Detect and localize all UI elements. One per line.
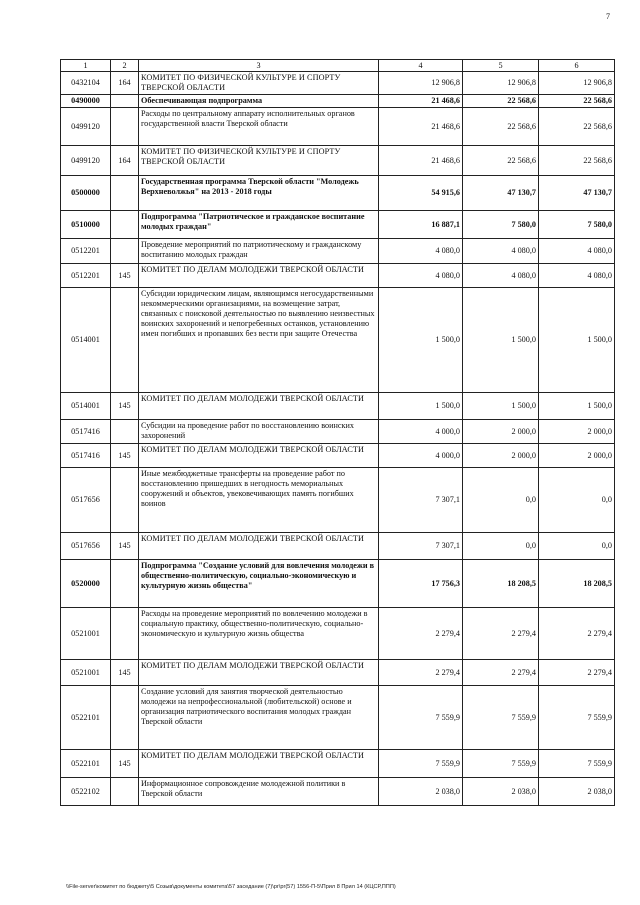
code-cell: 0517656 [61,533,111,560]
table-row [61,560,615,608]
table-row [61,95,615,108]
dept-cell: 145 [111,660,139,686]
code-cell: 0522101 [61,686,111,750]
name-cell: КОМИТЕТ ПО ДЕЛАМ МОЛОДЕЖИ ТВЕРСКОЙ ОБЛАСТИ [139,264,379,288]
code-cell: 0500000 [61,176,111,211]
dept-cell [111,686,139,750]
dept-cell [111,95,139,108]
value-cell: 22 568,6 [463,146,539,176]
table-row [61,146,615,176]
dept-cell [111,288,139,393]
dept-cell [111,608,139,660]
dept-cell: 164 [111,72,139,95]
value-cell: 1 500,0 [379,288,463,393]
value-cell: 1 500,0 [463,288,539,393]
value-cell: 1 500,0 [379,393,463,420]
value-cell: 2 279,4 [379,660,463,686]
code-cell: 0522101 [61,750,111,778]
code-cell: 0514001 [61,288,111,393]
dept-cell [111,468,139,533]
column-header: 6 [539,60,615,72]
value-cell: 2 000,0 [539,420,615,444]
value-cell: 4 000,0 [379,444,463,468]
table-row [61,393,615,420]
name-cell: КОМИТЕТ ПО ФИЗИЧЕСКОЙ КУЛЬТУРЕ И СПОРТУ ТВЕРСКОЙ ОБЛАСТИ [139,146,379,176]
value-cell: 2 038,0 [379,778,463,806]
dept-cell: 145 [111,750,139,778]
value-cell: 22 568,6 [539,146,615,176]
page-number: 7 [606,12,610,21]
value-cell: 12 906,8 [379,72,463,95]
name-cell: Подпрограмма "Создание условий для вовлечения молодежи в общественно-политическую, социально-экономическую и культурную жизнь общества" [139,560,379,608]
table-row [61,444,615,468]
code-cell: 0517416 [61,420,111,444]
name-cell: КОМИТЕТ ПО ДЕЛАМ МОЛОДЕЖИ ТВЕРСКОЙ ОБЛАСТИ [139,533,379,560]
table-row [61,420,615,444]
dept-cell: 145 [111,533,139,560]
table-row [61,686,615,750]
table-header-row [61,60,615,72]
code-cell: 0512201 [61,264,111,288]
value-cell: 2 279,4 [463,660,539,686]
code-cell: 0490000 [61,95,111,108]
dept-cell [111,420,139,444]
name-cell: КОМИТЕТ ПО ДЕЛАМ МОЛОДЕЖИ ТВЕРСКОЙ ОБЛАСТИ [139,750,379,778]
name-cell: Обеспечивающая подпрограмма [139,95,379,108]
value-cell: 7 559,9 [539,750,615,778]
value-cell: 2 279,4 [539,660,615,686]
name-cell: Создание условий для занятия творческой деятельностью молодежи на непрофессиональной (любительской) основе и организация патриотического воспитания молодых граждан Тверской области [139,686,379,750]
code-cell: 0499120 [61,108,111,146]
value-cell: 7 580,0 [463,211,539,239]
value-cell: 4 080,0 [539,264,615,288]
name-cell: Расходы по центральному аппарату исполнительных органов государственной власти Тверской области [139,108,379,146]
dept-cell: 145 [111,393,139,420]
value-cell: 21 468,6 [379,108,463,146]
dept-cell [111,778,139,806]
value-cell: 2 038,0 [463,778,539,806]
value-cell: 22 568,6 [463,95,539,108]
value-cell: 21 468,6 [379,146,463,176]
code-cell: 0432104 [61,72,111,95]
value-cell: 0,0 [539,468,615,533]
value-cell: 7 559,9 [539,686,615,750]
value-cell: 0,0 [463,468,539,533]
dept-cell: 145 [111,444,139,468]
table-row [61,288,615,393]
name-cell: Расходы на проведение мероприятий по вовлечению молодежи в социальную практику, общественно-политическую, социально-экономическую и культурную жизнь общества [139,608,379,660]
code-cell: 0520000 [61,560,111,608]
table-row [61,264,615,288]
value-cell: 0,0 [463,533,539,560]
name-cell: Государственная программа Тверской области "Молодежь Верхневолжья" на 2013 - 2018 годы [139,176,379,211]
value-cell: 47 130,7 [463,176,539,211]
name-cell: Субсидии юридическим лицам, являющимся негосударственными некоммерческими организациями, на возмещение затрат, связанных с поисковой деятельностью по выявлению неизвестных воинских захоронений и непогребенных останков, установлению имен погибших и пропавших без вести при защите Отечества [139,288,379,393]
value-cell: 18 208,5 [539,560,615,608]
value-cell: 2 038,0 [539,778,615,806]
value-cell: 7 307,1 [379,468,463,533]
value-cell: 4 080,0 [463,264,539,288]
column-header: 4 [379,60,463,72]
dept-cell: 145 [111,264,139,288]
value-cell: 22 568,6 [539,108,615,146]
value-cell: 22 568,6 [463,108,539,146]
value-cell: 2 279,4 [463,608,539,660]
value-cell: 4 080,0 [463,239,539,264]
name-cell: КОМИТЕТ ПО ФИЗИЧЕСКОЙ КУЛЬТУРЕ И СПОРТУ ТВЕРСКОЙ ОБЛАСТИ [139,72,379,95]
value-cell: 2 000,0 [463,420,539,444]
value-cell: 17 756,3 [379,560,463,608]
footer-file-path: \\File-server\комитет по бюджету\5 Созыв\документы комитета\57 заседание (7)\pr\pr(57) 1556-П-5\Прил 8 Прил 14 (КЦСР,ППП) [66,884,396,890]
table-row [61,72,615,95]
value-cell: 2 000,0 [463,444,539,468]
value-cell: 22 568,6 [539,95,615,108]
value-cell: 16 887,1 [379,211,463,239]
dept-cell [111,211,139,239]
name-cell: Иные межбюджетные трансферты на проведение работ по восстановлению пришедших в негодность мемориальных сооружений и объектов, увековечивающих память погибших воинов [139,468,379,533]
value-cell: 12 906,8 [463,72,539,95]
table-row [61,778,615,806]
table-row [61,608,615,660]
code-cell: 0514001 [61,393,111,420]
dept-cell: 164 [111,146,139,176]
value-cell: 7 307,1 [379,533,463,560]
name-cell: КОМИТЕТ ПО ДЕЛАМ МОЛОДЕЖИ ТВЕРСКОЙ ОБЛАСТИ [139,660,379,686]
table-row [61,176,615,211]
table-row [61,750,615,778]
dept-cell [111,108,139,146]
value-cell: 2 279,4 [539,608,615,660]
dept-cell [111,239,139,264]
value-cell: 21 468,6 [379,95,463,108]
dept-cell [111,176,139,211]
value-cell: 4 080,0 [379,264,463,288]
value-cell: 0,0 [539,533,615,560]
table-row [61,108,615,146]
value-cell: 54 915,6 [379,176,463,211]
value-cell: 7 559,9 [463,750,539,778]
value-cell: 2 279,4 [379,608,463,660]
table-row [61,533,615,560]
table-row [61,468,615,533]
table-row [61,211,615,239]
name-cell: КОМИТЕТ ПО ДЕЛАМ МОЛОДЕЖИ ТВЕРСКОЙ ОБЛАСТИ [139,393,379,420]
dept-cell [111,560,139,608]
name-cell: Информационное сопровождение молодежной политики в Тверской области [139,778,379,806]
table-row [61,239,615,264]
name-cell: Проведение мероприятий по патриотическому и гражданскому воспитанию молодых граждан [139,239,379,264]
code-cell: 0521001 [61,608,111,660]
code-cell: 0517416 [61,444,111,468]
value-cell: 2 000,0 [539,444,615,468]
value-cell: 4 080,0 [539,239,615,264]
value-cell: 12 906,8 [539,72,615,95]
code-cell: 0521001 [61,660,111,686]
code-cell: 0517656 [61,468,111,533]
column-header: 2 [111,60,139,72]
table-row [61,660,615,686]
value-cell: 7 580,0 [539,211,615,239]
name-cell: КОМИТЕТ ПО ДЕЛАМ МОЛОДЕЖИ ТВЕРСКОЙ ОБЛАСТИ [139,444,379,468]
name-cell: Субсидии на проведение работ по восстановлению воинских захоронений [139,420,379,444]
column-header: 1 [61,60,111,72]
code-cell: 0522102 [61,778,111,806]
value-cell: 4 000,0 [379,420,463,444]
column-header: 3 [139,60,379,72]
value-cell: 1 500,0 [539,288,615,393]
name-cell: Подпрограмма "Патриотическое и гражданское воспитание молодых граждан" [139,211,379,239]
code-cell: 0512201 [61,239,111,264]
column-header: 5 [463,60,539,72]
value-cell: 4 080,0 [379,239,463,264]
value-cell: 7 559,9 [379,750,463,778]
budget-table [60,59,615,806]
code-cell: 0499120 [61,146,111,176]
value-cell: 7 559,9 [463,686,539,750]
code-cell: 0510000 [61,211,111,239]
value-cell: 18 208,5 [463,560,539,608]
value-cell: 1 500,0 [463,393,539,420]
value-cell: 7 559,9 [379,686,463,750]
value-cell: 47 130,7 [539,176,615,211]
value-cell: 1 500,0 [539,393,615,420]
